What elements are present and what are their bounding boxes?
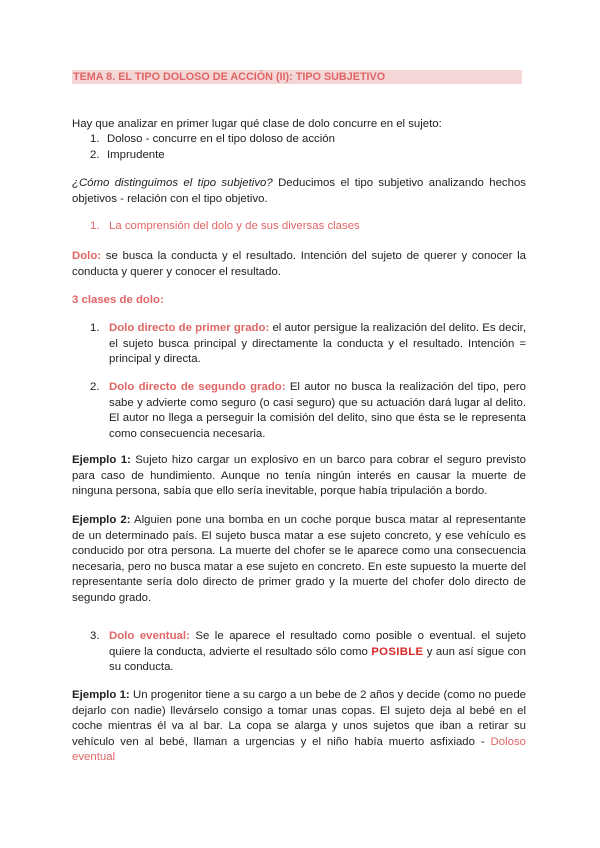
intro-list-item: 2. Imprudente [90,148,165,161]
intro-text: Hay que analizar en primer lugar qué clase de dolo concurre en el sujeto: [72,118,442,130]
posible-highlight: POSIBLE [371,645,424,658]
intro-list-item: 1. Doloso - concurre en el tipo doloso de acción [90,133,335,145]
clase-item-3: 3. Dolo eventual: Se le aparece el resultado como posible o eventual. el sujeto quiere la conducta, advierte el resultado sólo como POSIBLE y aun así sigue con su conducta. [90,630,526,674]
ejemplo-2: Ejemplo 2: Alguien pone una bomba en un coche porque busca matar al representante de un determinado país. El sujeto busca matar a ese sujeto concreto, y ese vehículo es conducido por otra persona. La muerte del chofer se le aparece como una consecuencia necesaria, pero no busca matar a ese sujeto en concreto. En este supuesto la muerte del representante sería dolo directo de primer grado y la muerte del chofer dolo directo de segundo grado. [72,514,526,604]
clases-heading: 3 clases de dolo: [72,294,164,306]
clase-item-2: 2. Dolo directo de segundo grado: El autor no busca la realización del tipo, pero sabe y advierte como seguro (o casi seguro) que su actuación dará lugar al delito. El autor no llega a perseguir la comisión del delito, sino que ésta se le representa como consecuencia necesaria. [90,381,526,440]
clase-item-1: 1. Dolo directo de primer grado: el autor persigue la realización del delito. Es decir, el sujeto busca principal y directamente la conducta y el resultado. Intención = principal y directa. [90,322,527,366]
question-paragraph: ¿Cómo distinguimos el tipo subjetivo? Deducimos el tipo subjetivo analizando hechos objetivos - relación con el tipo objetivo. [72,177,526,205]
dolo-definition: Dolo: se busca la conducta y el resultado. Intención del sujeto de querer y conocer la conducta y querer y conocer el resultado. [72,250,526,278]
ejemplo-3: Ejemplo 1: Un progenitor tiene a su cargo a un bebe de 2 años y decide (como no puede dejarlo con nadie) llevárselo consigo a tomar unas copas. El sujeto deja al bebé en el coche mientras él va al bar. La copa se alarga y unos sujetos que iban a retirar su vehículo ven al bebé, llaman a urgencias y el niño había muerto asfixiado - Doloso eventual [72,689,526,764]
page-title: TEMA 8. EL TIPO DOLOSO DE ACCIÓN (II): TIPO SUBJETIVO [73,71,386,83]
doloso-eventual-tag: Doloso eventual [72,735,526,764]
ejemplo-1: Ejemplo 1: Sujeto hizo cargar un explosivo en un barco para cobrar el seguro previsto para caso de hundimiento. Aunque no tenía ningún interés en causar la muerte de ninguna persona, sabía que ello sería inevitable, porque había tripulación a bordo. [72,454,526,498]
intro-list [90,132,526,163]
section-heading-1: 1. La comprensión del dolo y de sus diversas clases [90,220,360,232]
